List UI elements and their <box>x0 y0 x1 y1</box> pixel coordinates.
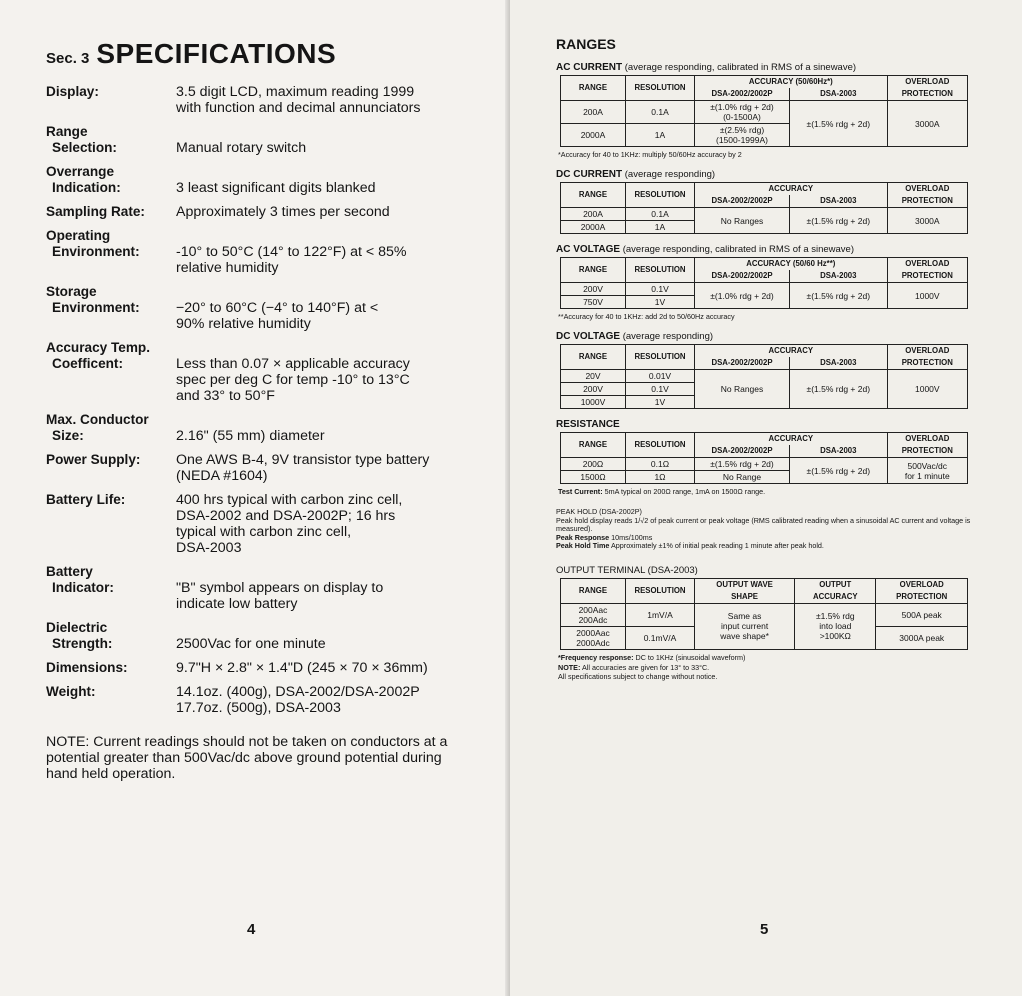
spec-label: Accuracy Temp. Coefficent: <box>46 340 151 371</box>
spec-value: -10° to 50°C (14° to 122°F) at < 85% relative humidity <box>176 244 407 276</box>
table-cell: 200A <box>561 208 626 221</box>
table-header-cell: ACCURACY <box>795 591 876 604</box>
ac-current-footnote: *Accuracy for 40 to 1KHz: multiply 50/60Hz accuracy by 2 <box>558 150 742 159</box>
spec-value: 14.1oz. (400g), DSA-2002/DSA-2002P 17.7oz. (500g), DSA-2003 <box>176 684 420 716</box>
table-cell: 3000A <box>887 101 967 147</box>
table-header-cell: OVERLOAD <box>887 433 967 446</box>
table-cell: 0.1mV/A <box>626 626 695 649</box>
ac-voltage-table <box>560 257 968 309</box>
table-cell: No Ranges <box>695 370 790 409</box>
table-cell: Same as input current wave shape* <box>695 603 795 649</box>
table-header-cell: RESOLUTION <box>626 433 695 458</box>
ac-voltage-heading: AC VOLTAGE (average responding, calibrated in RMS of a sinewave) <box>556 244 855 255</box>
table-header-cell: PROTECTION <box>887 270 967 283</box>
table-cell: ±1.5% rdg into load >100KΩ <box>795 603 876 649</box>
spec-label: Dimensions: <box>46 660 128 675</box>
spec-row <box>46 452 470 484</box>
spec-value: Approximately 3 times per second <box>176 204 390 220</box>
dc-voltage-heading: DC VOLTAGE (average responding) <box>556 331 714 342</box>
table-cell: 1A <box>626 124 695 147</box>
dc-current-table <box>560 182 968 234</box>
dc-current-heading: DC CURRENT (average responding) <box>556 169 716 180</box>
table-header-cell: RANGE <box>561 76 626 101</box>
section-title: SPECIFICATIONS <box>96 38 337 69</box>
spec-value: Manual rotary switch <box>176 140 307 156</box>
table-header-cell: PROTECTION <box>887 357 967 370</box>
table-cell: 200V <box>561 383 626 396</box>
table-header-cell: OVERLOAD <box>887 183 967 196</box>
table-cell: ±(1.5% rdg + 2d) <box>790 370 888 409</box>
table-header-cell: OVERLOAD <box>887 345 967 358</box>
spec-row <box>46 340 470 404</box>
table-cell: 1000V <box>561 396 626 409</box>
table-header-cell: ACCURACY (50/60Hz*) <box>695 76 888 89</box>
peak-hold-time: Peak Hold Time Approximately ±1% of initial peak reading 1 minute after peak hold. <box>556 541 824 550</box>
spec-label: Battery Indicator: <box>46 564 114 595</box>
ranges-title: RANGES <box>556 36 616 52</box>
spec-label: Display: <box>46 84 99 99</box>
spec-row <box>46 412 470 444</box>
table-header-cell: DSA-2003 <box>790 195 888 208</box>
page-number: 5 <box>760 921 769 938</box>
spec-value: "B" symbol appears on display to indicate low battery <box>176 580 384 612</box>
table-header-cell: DSA-2003 <box>790 445 888 458</box>
table-header-cell: PROTECTION <box>887 88 967 101</box>
table-cell: 500A peak <box>876 603 968 626</box>
table-header-cell: RESOLUTION <box>626 258 695 283</box>
spec-row <box>46 84 470 116</box>
table-header-cell: RANGE <box>561 433 626 458</box>
left-page <box>0 0 510 996</box>
table-header-cell: DSA-2003 <box>790 88 888 101</box>
peak-response: Peak Response 10ms/100ms <box>556 532 653 542</box>
section-header <box>46 38 470 70</box>
spec-row <box>46 164 470 196</box>
table-cell: 2000A <box>561 124 626 147</box>
table-cell: 20V <box>561 370 626 383</box>
spec-value: 3.5 digit LCD, maximum reading 1999 with function and decimal annunciators <box>176 84 421 116</box>
table-header-cell: ACCURACY <box>695 433 888 446</box>
peak-hold-section <box>556 508 972 551</box>
table-header-cell: SHAPE <box>695 591 795 604</box>
table-header-cell: DSA-2002/2002P <box>695 357 790 370</box>
spec-row <box>46 492 470 556</box>
table-cell: 1000V <box>887 283 967 309</box>
table-header-cell: RANGE <box>561 578 626 603</box>
spec-label: Storage Environment: <box>46 284 140 315</box>
spec-label: Max. Conductor Size: <box>46 412 149 443</box>
ac-current-table <box>560 75 968 147</box>
table-cell: 2000Aac 2000Adc <box>561 626 626 649</box>
table-header-cell: RESOLUTION <box>626 345 695 370</box>
table-cell: 0.1A <box>626 208 695 221</box>
table-cell: 0.1V <box>626 383 695 396</box>
table-cell: 750V <box>561 296 626 309</box>
spec-row <box>46 620 470 652</box>
table-cell: ±(2.5% rdg) (1500-1999A) <box>695 124 790 147</box>
table-cell: ±(1.5% rdg + 2d) <box>790 458 888 484</box>
table-cell: 3000A <box>887 208 967 234</box>
table-cell: No Range <box>695 471 790 484</box>
table-cell: 1500Ω <box>561 471 626 484</box>
table-header-cell: RANGE <box>561 258 626 283</box>
page-number: 4 <box>247 921 256 938</box>
resistance-heading: RESISTANCE <box>556 419 620 430</box>
table-header-cell: OVERLOAD <box>887 76 967 89</box>
table-cell: 200Aac 200Adc <box>561 603 626 626</box>
table-header-cell: DSA-2002/2002P <box>695 445 790 458</box>
table-header-cell: OVERLOAD <box>887 258 967 271</box>
table-cell: 1mV/A <box>626 603 695 626</box>
spec-row <box>46 284 470 332</box>
table-header-cell: DSA-2003 <box>790 270 888 283</box>
output-terminal-table <box>560 578 968 650</box>
ac-current-heading: AC CURRENT (average responding, calibrated in RMS of a sinewave) <box>556 62 857 73</box>
table-header-cell: OUTPUT <box>795 578 876 591</box>
table-header-cell: RANGE <box>561 183 626 208</box>
current-note: NOTE: Current readings should not be taken on conductors at a potential greater than 500Vac/dc above ground potential during hand held operation. <box>46 734 448 782</box>
spec-row <box>46 660 470 676</box>
table-cell: 200V <box>561 283 626 296</box>
table-cell: 1A <box>626 221 695 234</box>
table-header-cell: RANGE <box>561 345 626 370</box>
table-cell: ±(1.0% rdg + 2d) <box>695 283 790 309</box>
table-header-cell: ACCURACY <box>695 345 888 358</box>
table-cell: No Ranges <box>695 208 790 234</box>
resistance-table <box>560 432 968 484</box>
table-header-cell: PROTECTION <box>876 591 968 604</box>
spec-value: 9.7"H × 2.8" × 1.4"D (245 × 70 × 36mm) <box>176 660 428 676</box>
table-cell: ±(1.5% rdg + 2d) <box>695 458 790 471</box>
spec-label: Dielectric Strength: <box>46 620 113 651</box>
table-cell: 0.1V <box>626 283 695 296</box>
table-header-cell: ACCURACY (50/60 Hz**) <box>695 258 888 271</box>
table-cell: 1V <box>626 296 695 309</box>
spec-value: 3 least significant digits blanked <box>176 180 376 196</box>
ac-voltage-footnote: **Accuracy for 40 to 1KHz: add 2d to 50/60Hz accuracy <box>558 312 735 321</box>
table-cell: 0.01V <box>626 370 695 383</box>
table-cell: ±(1.5% rdg + 2d) <box>790 208 888 234</box>
spec-label: Power Supply: <box>46 452 141 467</box>
dc-voltage-table <box>560 344 968 409</box>
spec-label: Operating Environment: <box>46 228 140 259</box>
table-cell: 2000A <box>561 221 626 234</box>
spec-label: Sampling Rate: <box>46 204 145 219</box>
table-header-cell: OUTPUT WAVE <box>695 578 795 591</box>
section-number: Sec. 3 <box>46 50 90 67</box>
table-cell: ±(1.5% rdg + 2d) <box>790 283 888 309</box>
table-header-cell: DSA-2002/2002P <box>695 88 790 101</box>
spec-label: Battery Life: <box>46 492 126 507</box>
output-terminal-heading: OUTPUT TERMINAL (DSA-2003) <box>556 564 698 576</box>
peak-hold-title: PEAK HOLD (DSA-2002P) <box>556 507 642 516</box>
spec-value: 400 hrs typical with carbon zinc cell, DSA-2002 and DSA-2002P; 16 hrs typical with carbon zinc cell, DSA-2003 <box>176 492 403 556</box>
table-cell: ±(1.5% rdg + 2d) <box>790 101 888 147</box>
table-cell: 1000V <box>887 370 967 409</box>
peak-hold-text: Peak hold display reads 1/√2 of peak current or peak voltage (RMS calibrated reading when a sinusoidal AC current and voltage is measured). <box>556 515 971 533</box>
table-header-cell: PROTECTION <box>887 195 967 208</box>
table-header-cell: DSA-2003 <box>790 357 888 370</box>
table-header-cell: RESOLUTION <box>626 183 695 208</box>
table-cell: 0.1A <box>626 101 695 124</box>
spec-row <box>46 124 470 156</box>
change-notice: All specifications subject to change without notice. <box>558 671 718 681</box>
spec-row <box>46 204 470 220</box>
spec-label: Overrange Indication: <box>46 164 121 195</box>
spec-value: Less than 0.07 × applicable accuracy spec per deg C for temp -10° to 13°C and 33° to 50°F <box>176 356 410 404</box>
table-cell: 0.1Ω <box>626 458 695 471</box>
spec-row <box>46 228 470 276</box>
spec-label: Range Selection: <box>46 124 117 155</box>
table-cell: 1Ω <box>626 471 695 484</box>
table-cell: 3000A peak <box>876 626 968 649</box>
spec-row <box>46 564 470 612</box>
spec-value: 2.16" (55 mm) diameter <box>176 428 325 444</box>
test-current-note: Test Current: 5mA typical on 200Ω range, 1mA on 1500Ω range. <box>558 487 766 496</box>
spec-list <box>40 84 470 716</box>
table-header-cell: PROTECTION <box>887 445 967 458</box>
accuracy-note: NOTE: All accuracies are given for 13° to 33°C. <box>558 662 710 672</box>
table-header-cell: DSA-2002/2002P <box>695 195 790 208</box>
table-header-cell: ACCURACY <box>695 183 888 196</box>
spec-value: −20° to 60°C (−4° to 140°F) at < 90% relative humidity <box>176 300 379 332</box>
spec-value: 2500Vac for one minute <box>176 636 326 652</box>
table-header-cell: RESOLUTION <box>626 76 695 101</box>
table-cell: 1V <box>626 396 695 409</box>
table-cell: ±(1.0% rdg + 2d) (0-1500A) <box>695 101 790 124</box>
spec-label: Weight: <box>46 684 96 699</box>
table-header-cell: OVERLOAD <box>876 578 968 591</box>
table-cell: 500Vac/dc for 1 minute <box>887 458 967 484</box>
spec-value: One AWS B-4, 9V transistor type battery (NEDA #1604) <box>176 452 430 484</box>
table-cell: 200Ω <box>561 458 626 471</box>
frequency-response-note: *Frequency response: DC to 1KHz (sinusoidal waveform) <box>558 652 746 662</box>
table-header-cell: DSA-2002/2002P <box>695 270 790 283</box>
table-header-cell: RESOLUTION <box>626 578 695 603</box>
table-cell: 200A <box>561 101 626 124</box>
spec-row <box>46 684 470 716</box>
right-page <box>510 0 1022 996</box>
